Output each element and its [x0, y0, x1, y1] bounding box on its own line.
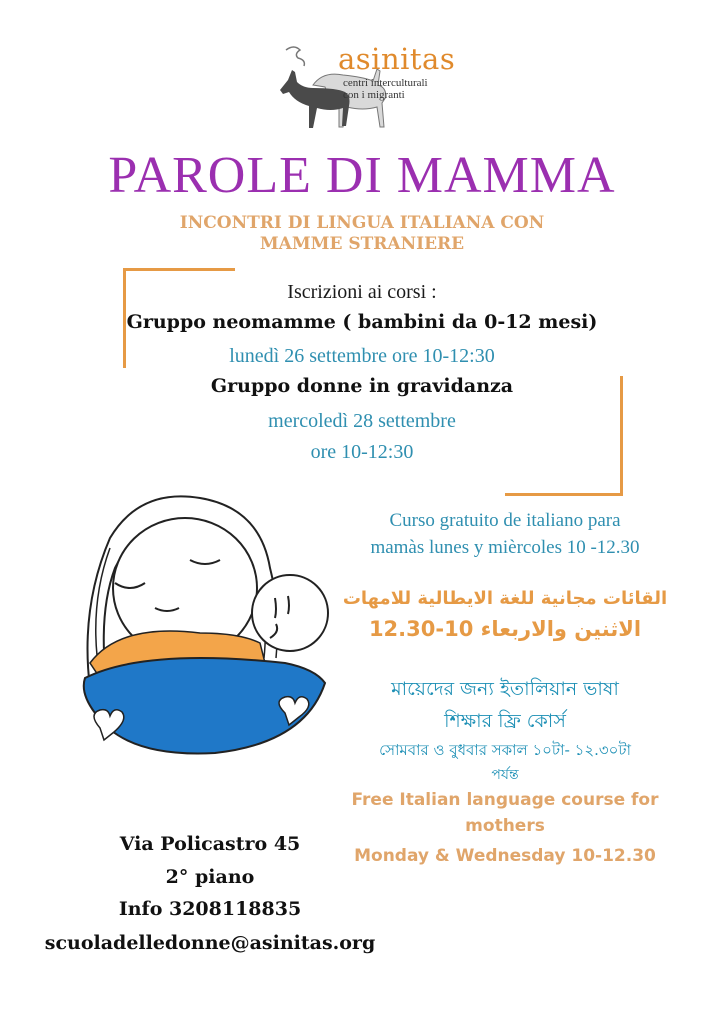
email: scuoladelledonne@asinitas.org [44, 932, 376, 954]
group1-date: lunedì 26 settembre ore 10-12:30 [229, 345, 495, 367]
registration-heading: Iscrizioni ai corsi : [287, 281, 437, 303]
english-line1: Free Italian language course for [351, 790, 659, 810]
group2-time: ore 10-12:30 [310, 441, 414, 463]
group2-title: Gruppo donne in gravidanza [210, 375, 514, 397]
frame-top-left-horizontal [123, 268, 235, 271]
page-title: PAROLE DI MAMMA [108, 147, 616, 204]
address: Via Policastro 45 [119, 833, 301, 855]
bengali-line2: শিক্ষার ফ্রি কোর্স [444, 710, 566, 732]
bengali-line1: মায়েদের জন্য ইতালিয়ান ভাষা [391, 678, 619, 700]
group2-date: mercoledì 28 settembre [268, 410, 456, 432]
arabic-line2: الاثنين والاربعاء 10-12.30 [368, 617, 642, 641]
logo-tagline-line1: centri interculturali [343, 77, 428, 89]
bengali-line3: সোমবার ও বুধবার সকাল ১০টা- ১২.৩০টা [379, 741, 631, 759]
floor: 2° piano [165, 866, 255, 888]
mother-baby-illustration [60, 488, 360, 768]
group1-title: Gruppo neomamme ( bambini da 0-12 mesi) [126, 311, 598, 333]
info-phone: Info 3208118835 [118, 898, 302, 920]
logo-name: asinitas [338, 42, 456, 76]
english-line3: Monday & Wednesday 10-12.30 [354, 846, 656, 866]
frame-bottom-right-horizontal [505, 493, 623, 496]
subtitle-line2: MAMME STRANIERE [259, 234, 465, 254]
subtitle-line1: INCONTRI DI LINGUA ITALIANA CON [179, 213, 545, 233]
english-line2: mothers [465, 816, 545, 836]
arabic-line1: القائات مجانية للغة الايطالية للامهات [342, 588, 668, 609]
bengali-line4: পর্যন্ত [491, 767, 519, 783]
spanish-line2: mamàs lunes y mièrcoles 10 -12.30 [370, 537, 640, 558]
spanish-line1: Curso gratuito de italiano para [389, 510, 621, 531]
logo-tagline-line2: con i migranti [343, 89, 405, 101]
